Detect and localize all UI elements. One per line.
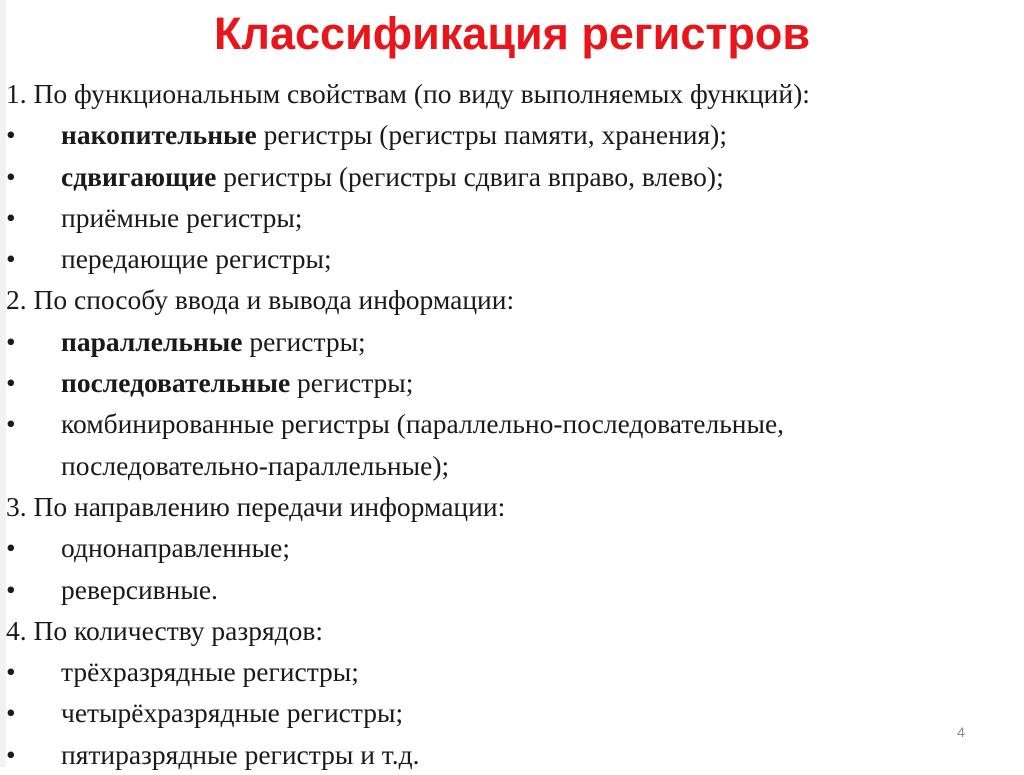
list-item — [6, 692, 1016, 733]
item-bold-term: сдвигающие — [61, 160, 217, 192]
slide-title: Классификация регистров — [213, 8, 811, 59]
item-text: реверсивные. — [61, 573, 218, 605]
bullet: • — [6, 119, 16, 151]
list-item — [6, 238, 1016, 279]
bullet: • — [6, 243, 16, 275]
bullet: • — [6, 532, 16, 564]
item-bold-term: параллельные — [61, 325, 243, 357]
list-item — [6, 651, 1016, 692]
page-number: 4 — [957, 724, 965, 740]
item-bold-term: последовательные — [61, 367, 291, 399]
item-text: регистры; — [242, 325, 366, 357]
list-item — [6, 114, 1016, 155]
bullet: • — [6, 160, 16, 192]
item-text: однонаправленные; — [61, 532, 290, 564]
item-text: регистры; — [290, 367, 414, 399]
list-item — [6, 569, 1016, 610]
bullet: • — [6, 697, 16, 729]
section-heading-4: 4. По количеству разрядов: — [6, 614, 323, 646]
bullet: • — [6, 656, 16, 688]
list-item — [6, 734, 1016, 775]
bullet: • — [6, 367, 16, 399]
item-text: трёхразрядные регистры; — [61, 656, 359, 688]
bullet: • — [6, 408, 16, 440]
item-bold-term: накопительные — [61, 119, 257, 151]
bullet: • — [6, 201, 16, 233]
item-text: комбинированные регистры (параллельно-последовательные, — [61, 408, 785, 440]
item-text: четырёхразрядные регистры; — [61, 697, 404, 729]
bullet: • — [6, 573, 16, 605]
list-item — [6, 197, 1016, 238]
item-text: пятиразрядные регистры и т.д. — [61, 738, 420, 770]
item-text: регистры (регистры сдвига вправо, влево); — [216, 160, 724, 192]
list-item — [6, 527, 1016, 568]
list-item — [6, 156, 1016, 197]
list-item — [6, 321, 1016, 362]
list-item — [6, 403, 1016, 444]
section-heading-1: 1. По функциональным свойствам (по виду выполняемых функций): — [6, 78, 810, 109]
item-text: передающие регистры; — [61, 243, 332, 275]
section-heading-2: 2. По способу ввода и вывода информации: — [6, 284, 515, 316]
list-item-continuation: последовательно-параллельные); — [61, 449, 450, 481]
section-heading-3: 3. По направлению передачи информации: — [6, 490, 506, 522]
list-item — [6, 362, 1016, 403]
item-text: приёмные регистры; — [61, 201, 303, 233]
bullet: • — [6, 738, 16, 770]
slide-content — [6, 73, 1016, 775]
bullet: • — [6, 325, 16, 357]
item-text: регистры (регистры памяти, хранения); — [256, 119, 727, 151]
